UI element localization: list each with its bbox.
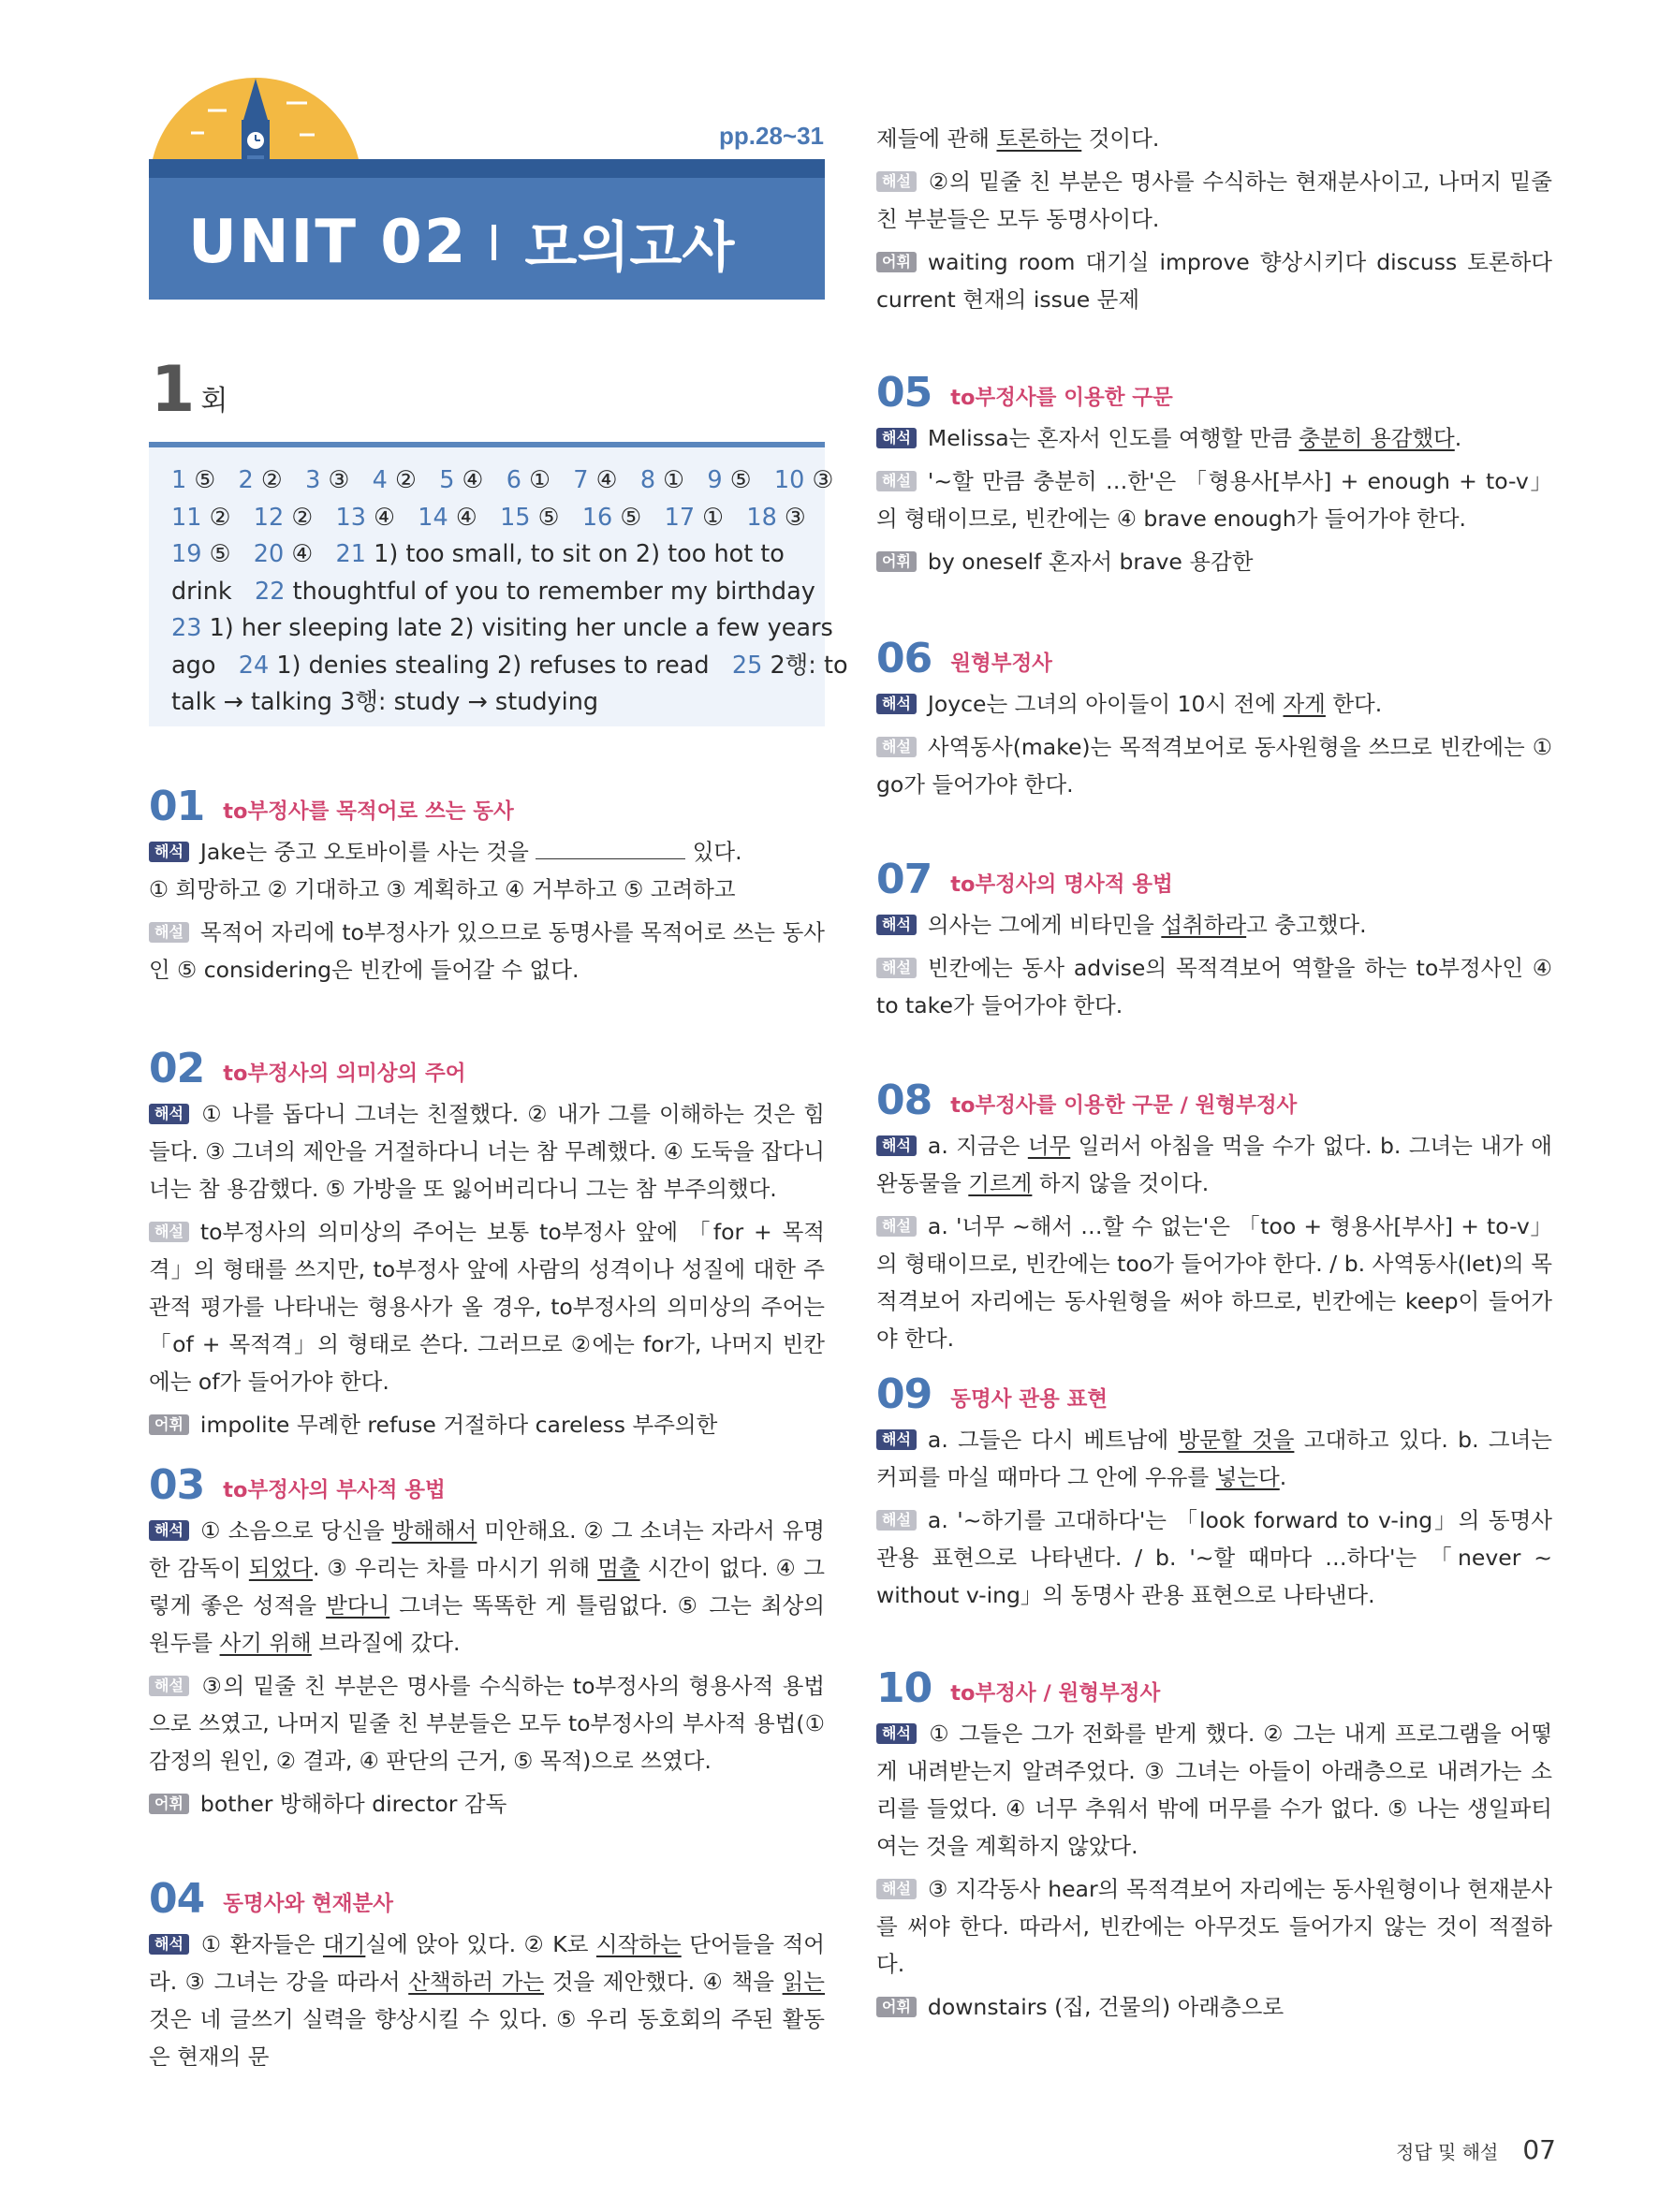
answer-number: 17 [664,503,696,532]
question-05 [876,371,1552,586]
underlined-text: 시작하는 [595,1931,682,1957]
answer-line [171,684,804,722]
explanation-tag: 해설 [876,737,917,757]
answer-value: thoughtful of you to remember my birthday [292,577,815,606]
question-number: 10 [876,1664,932,1712]
round-number: 1 [151,353,196,427]
text-part: 것은 네 글쓰기 실력을 향상시킬 수 있다. ⑤ 우리 동호회의 주된 활동은 현재의 문 [149,2006,825,2070]
translation-text: Jake는 중고 오토바이를 사는 것을 [199,839,536,865]
text-part: 그녀는 똑똑한 게 틀림없다. ⑤ 그는 최상의 원두를 [149,1592,825,1656]
question-topic: to부정사를 목적어로 쓰는 동사 [223,799,514,824]
unit-banner [149,159,825,300]
answer-value: ⑤ [194,466,216,494]
answer-line [171,574,815,611]
answer-value: ③ [328,466,350,494]
question-09 [876,1372,1552,1619]
question-header [876,369,1552,417]
question-topic: 동명사와 현재분사 [223,1892,393,1916]
answer-number: 18 [746,503,777,532]
explanation-text: 사역동사(make)는 목적격보어로 동사원형을 쓰므로 빈칸에는 ① go가 들어가야 한다. [876,734,1552,798]
question-header [149,784,825,828]
answer-number: 19 [171,540,202,568]
blank-line [536,840,685,859]
answer-value: ④ [455,503,477,532]
translation [876,685,1552,723]
vocabulary [149,1785,825,1823]
answer-value: 1) denies stealing 2) refuses to read [276,651,710,680]
explanation [876,949,1552,1024]
translation-text: ① 그들은 그가 전화를 받게 했다. ② 그는 내게 프로그램을 어떻게 내려받는지 알려주었다. ③ 그녀는 아들이 아래층으로 내려가는 소리를 들었다. ④ 너무 추워서 밖에 머무를 수가 없다. ⑤ 나는 생일파티 여는 것을 계획하지 않았다. [876,1721,1552,1859]
unit-label: UNIT 02 [188,208,468,277]
vocabulary-text: waiting room 대기실 improve 향상시키다 discuss 토론하다 current 현재의 issue 문제 [876,249,1552,313]
answer-value: ④ [291,540,314,568]
answer-number: 3 [305,466,321,494]
question-topic: 동명사 관용 표현 [950,1387,1108,1412]
text-part: ① 소음으로 당신을 [199,1517,392,1544]
answer-value: ago [171,651,216,680]
answer-value: ③ [784,503,806,532]
explanation [876,728,1552,803]
question-number: 09 [876,1370,932,1418]
answer-number: 5 [439,466,455,494]
answer-number: 7 [573,466,589,494]
answer-number: 24 [238,651,270,680]
translation-text-end: 있다. [685,839,742,865]
text-part: 일러서 아침을 먹을 수가 없다. b. 그녀는 내가 애완동물을 [876,1133,1552,1196]
underlined-text: 방해해서 [391,1517,477,1544]
question-06 [876,637,1552,809]
vocabulary [876,243,1552,318]
text-part: 고 충고했다. [1246,912,1367,938]
underlined-text: 충분히 용감했다 [1299,425,1455,451]
answer-number: 10 [773,466,805,494]
answer-number: 11 [171,503,202,532]
question-03 [149,1463,825,1828]
underlined-text: 읽는 [782,1969,825,1995]
text-part: 한다. [1325,691,1383,717]
text-part: a. 그들은 다시 베트남에 [927,1427,1179,1453]
page-number: 07 [1522,2134,1556,2165]
divider [492,225,496,260]
answer-value: ② [394,466,417,494]
answer-value: ① [663,466,685,494]
translation-tag: 해석 [876,694,917,714]
question-number: 07 [876,856,932,903]
translation [876,1127,1552,1202]
unit-title: 모의고사 [524,215,735,279]
question-topic: to부정사의 명사적 용법 [950,872,1173,897]
answer-value: ③ [812,466,834,494]
explanation-tag: 해설 [876,1510,917,1531]
explanation-tag: 해설 [149,1676,189,1696]
answer-number: 23 [171,614,202,642]
answer-line [171,500,804,537]
answer-value: 2행: to [770,651,848,680]
vocabulary [876,1988,1552,2026]
explanation-text: to부정사의 의미상의 주어는 보통 to부정사 앞에 「for + 목적격」의 형태를 쓰지만, to부정사 앞에 사람의 성격이나 성질에 대한 주관적 평가를 나타내는 형용사가 올 경우, to부정사의 의미상의 주어는 「of + 목적격」의 형태로 쓴다. 그러므로 ②에는 for가, 나머지 빈칸에는 of가 들어가야 한다. [149,1219,825,1395]
translation-tag: 해석 [876,915,917,935]
footer-text: 정답 및 해설 [1396,2141,1499,2163]
translation [149,1095,825,1208]
translation-continued [876,120,1552,157]
options-text: ① 희망하고 ② 기대하고 ③ 계획하고 ④ 거부하고 ⑤ 고려하고 [149,876,736,902]
answer-value: ② [260,466,283,494]
explanation [876,1208,1552,1357]
question-02 [149,1047,825,1449]
answer-number: 9 [707,466,723,494]
explanation-text: '~할 만큼 충분히 …한'은 「형용사[부사] + enough + to-v」의 형태이므로, 빈칸에는 ④ brave enough가 들어가야 한다. [876,468,1552,532]
underlined-text: 사기 위해 [219,1630,312,1656]
question-header [876,1077,1552,1124]
vocabulary [149,1406,825,1443]
explanation [876,1870,1552,1983]
question-header [876,1370,1552,1418]
question-08 [876,1078,1552,1363]
answer-number: 20 [253,540,285,568]
question-number: 03 [149,1461,205,1509]
answer-number: 4 [372,466,388,494]
answer-number: 8 [639,466,656,494]
text-part: . ③ 우리는 차를 마시기 위해 [312,1555,598,1581]
answer-number: 13 [335,503,366,532]
translation [876,906,1552,944]
underlined-text: 토론하는 [996,125,1082,152]
question-header [876,1664,1552,1712]
vocabulary [876,543,1552,580]
explanation [876,163,1552,238]
text-part: 제들에 관해 [876,125,997,152]
answer-value: ④ [595,466,618,494]
underlined-text: 대기 [322,1931,366,1957]
explanation-text: 목적어 자리에 to부정사가 있으므로 동명사를 목적어로 쓰는 동사인 ⑤ considering은 빈칸에 들어갈 수 없다. [149,919,825,983]
answer-number: 21 [335,540,366,568]
question-number: 05 [876,369,932,417]
underlined-text: 방문할 것을 [1178,1427,1295,1453]
answer-number: 22 [255,577,286,606]
question-number: 08 [876,1077,932,1124]
translation-tag: 해석 [876,1723,917,1744]
text-part: 의사는 그에게 비타민을 [927,912,1162,938]
question-10 [876,1666,1552,2031]
underlined-text: 넣는다 [1215,1464,1280,1490]
question-topic: to부정사를 이용한 구문 / 원형부정사 [950,1093,1298,1118]
explanation-tag: 해설 [876,1879,917,1899]
question-header [149,1461,825,1509]
answer-value: ⑤ [537,503,560,532]
explanation-text: ③의 밑줄 친 부분은 명사를 수식하는 to부정사의 형용사적 용법으로 쓰였고, 나머지 밑줄 친 부분들은 모두 to부정사의 부사적 용법(① 감정의 원인, ② 결과, ④ 판단의 근거, ⑤ 목적)으로 쓰였다. [149,1673,825,1774]
question-header [876,637,1552,680]
text-part: Joyce는 그녀의 아이들이 10시 전에 [927,691,1284,717]
translation-tag: 해석 [876,1135,917,1156]
explanation-tag: 해설 [876,958,917,978]
translation-tag: 해석 [149,842,189,862]
answer-value: ⑤ [729,466,752,494]
question-header [876,857,1552,901]
explanation-text: ②의 밑줄 친 부분은 명사를 수식하는 현재분사이고, 나머지 밑줄 친 부분들은 모두 동명사이다. [876,168,1552,232]
explanation-tag: 해설 [149,922,189,943]
translation [876,1421,1552,1496]
explanation-text: ③ 지각동사 hear의 목적격보어 자리에는 동사원형이나 현재분사를 써야 한다. 따라서, 빈칸에는 아무것도 들어가지 않는 것이 적절하다. [876,1876,1552,1977]
explanation-text: a. '~하기를 고대하다'는 「look forward to v-ing」의 동명사 관용 표현으로 나타낸다. / b. '~할 때마다 …하다'는 「never ~ without v-ing」의 동명사 관용 표현으로 나타낸다. [876,1507,1552,1608]
translation-tag: 해석 [149,1934,189,1955]
text-part: . [1454,425,1462,451]
question-01 [149,784,825,994]
underlined-text: 기르게 [968,1170,1033,1196]
translation-tag: 해석 [876,1429,917,1450]
vocabulary-text: bother 방해하다 director 감독 [199,1791,507,1817]
question-number: 06 [876,635,932,682]
text-part: 것을 제안했다. ④ 책을 [544,1969,783,1995]
answer-key-box [149,442,848,726]
question-header [149,1875,825,1923]
answer-value: ④ [374,503,395,532]
text-part: 미안해요. ② 그 소녀는 자라서 유명한 감독이 [149,1517,825,1581]
translation-tag: 해석 [149,1520,189,1541]
round-heading [151,353,228,427]
vocabulary-text: impolite 무례한 refuse 거절하다 careless 부주의한 [199,1412,718,1438]
vocabulary-text: by oneself 혼자서 brave 용감한 [927,549,1254,575]
answer-number: 1 [171,466,187,494]
vocabulary-tag: 어휘 [149,1414,189,1435]
translation-tag: 해석 [149,1104,189,1124]
explanation-tag: 해설 [876,471,917,491]
answer-line [171,462,834,500]
translation-tag: 해석 [876,428,917,448]
text-part: 브라질에 갔다. [311,1630,461,1656]
answer-value: ④ [462,466,484,494]
explanation [876,1502,1552,1614]
page-range: pp.28~31 [719,122,825,150]
answer-value: ② [209,503,231,532]
explanation [149,914,825,989]
answer-value: 1) her sleeping late 2) visiting her uncle a few years [209,614,833,642]
text-part: . [1279,1464,1287,1490]
question-07 [876,857,1552,1030]
text-part: 고대하고 있다. b. 그녀는 커피를 마실 때마다 그 안에 우유를 [876,1427,1553,1490]
answer-value: ① [529,466,551,494]
question-04 [149,1877,825,2081]
underlined-text: 자게 [1283,691,1326,717]
explanation-text: a. '너무 ~해서 …할 수 없는'은 「too + 형용사[부사] + to-v」의 형태이므로, 빈칸에는 too가 들어가야 한다. / b. 사역동사(let)의 목적격보어 자리에는 동사원형을 써야 하므로, 빈칸에는 keep이 들어가야 한다. [876,1213,1552,1352]
answer-value: ② [291,503,314,532]
text-part: 단어들을 적어라. ③ 그녀는 강을 따라서 [149,1931,825,1995]
question-topic: to부정사 / 원형부정사 [950,1681,1161,1706]
question-04-continued [876,120,1552,324]
explanation [149,1213,825,1400]
vocabulary-text: downstairs (집, 건물의) 아래층으로 [927,1994,1285,2020]
explanation [876,462,1552,537]
question-header [149,1047,825,1090]
explanation-tag: 해설 [149,1222,189,1242]
answer-value: 1) too small, to sit on 2) too hot to [374,540,785,568]
vocabulary-tag: 어휘 [876,1997,917,2017]
text-part: ① 환자들은 [199,1931,323,1957]
answer-value: ⑤ [620,503,642,532]
question-topic: to부정사의 부사적 용법 [223,1478,446,1502]
answer-number: 6 [506,466,521,494]
translation [149,1512,825,1662]
underlined-text: 섭취하라 [1161,912,1247,938]
explanation-tag: 해설 [876,1216,917,1237]
answer-value: ⑤ [209,540,231,568]
text-part: 하지 않을 것이다. [1032,1170,1210,1196]
text-part: 것이다. [1081,125,1160,152]
answer-number: 25 [731,651,763,680]
underlined-text: 너무 [1027,1133,1071,1159]
text-part: Melissa는 혼자서 인도를 여행할 만큼 [927,425,1299,451]
explanation-tag: 해설 [876,171,917,192]
question-number: 02 [149,1045,205,1092]
unit-heading [188,200,734,285]
text-part: 시간이 없다. ④ 그렇게 좋은 성적을 [149,1555,825,1619]
text-part: 실에 앉아 있다. ② K로 [365,1931,596,1957]
banner-stripe [149,159,825,178]
translation [876,419,1552,457]
page-footer [1396,2134,1556,2165]
vocabulary-tag: 어휘 [876,551,917,572]
underlined-text: 산책하러 가는 [408,1969,545,1995]
vocabulary-tag: 어휘 [149,1794,189,1814]
answer-number: 14 [418,503,448,532]
underlined-text: 되었다 [248,1555,313,1581]
question-topic: to부정사의 의미상의 주어 [223,1062,466,1086]
answer-value: ① [702,503,725,532]
answer-value: drink [171,577,232,606]
question-topic: 원형부정사 [950,652,1052,676]
answer-line [171,610,833,648]
underlined-text: 멈출 [597,1555,640,1581]
underlined-text: 받다니 [326,1592,390,1619]
question-number: 04 [149,1875,205,1923]
translation-text: ① 나를 돕다니 그녀는 친절했다. ② 내가 그를 이해하는 것은 힘들다. ③ 그녀의 제안을 거절하다니 너는 참 무례했다. ④ 도둑을 잡다니 너는 참 용감했다. ⑤ 가방을 또 잃어버리다니 그는 참 부주의했다. [149,1101,825,1202]
answer-value: talk → talking 3행: study → studying [171,688,599,716]
answer-number: 16 [581,503,613,532]
text-part: a. 지금은 [927,1133,1028,1159]
translation [149,1926,825,2075]
translation [876,1715,1552,1865]
answer-number: 2 [238,466,254,494]
round-label: 회 [200,385,228,417]
answer-line [171,648,848,685]
explanation-text: 빈칸에는 동사 advise의 목적격보어 역할을 하는 to부정사인 ④ to take가 들어가야 한다. [876,955,1552,1018]
answer-number: 15 [500,503,531,532]
vocabulary-tag: 어휘 [876,252,917,272]
question-topic: to부정사를 이용한 구문 [950,386,1173,410]
answer-line [171,536,804,574]
explanation [149,1667,825,1780]
translation [149,833,825,908]
answer-number: 12 [253,503,285,532]
question-number: 01 [149,783,205,830]
